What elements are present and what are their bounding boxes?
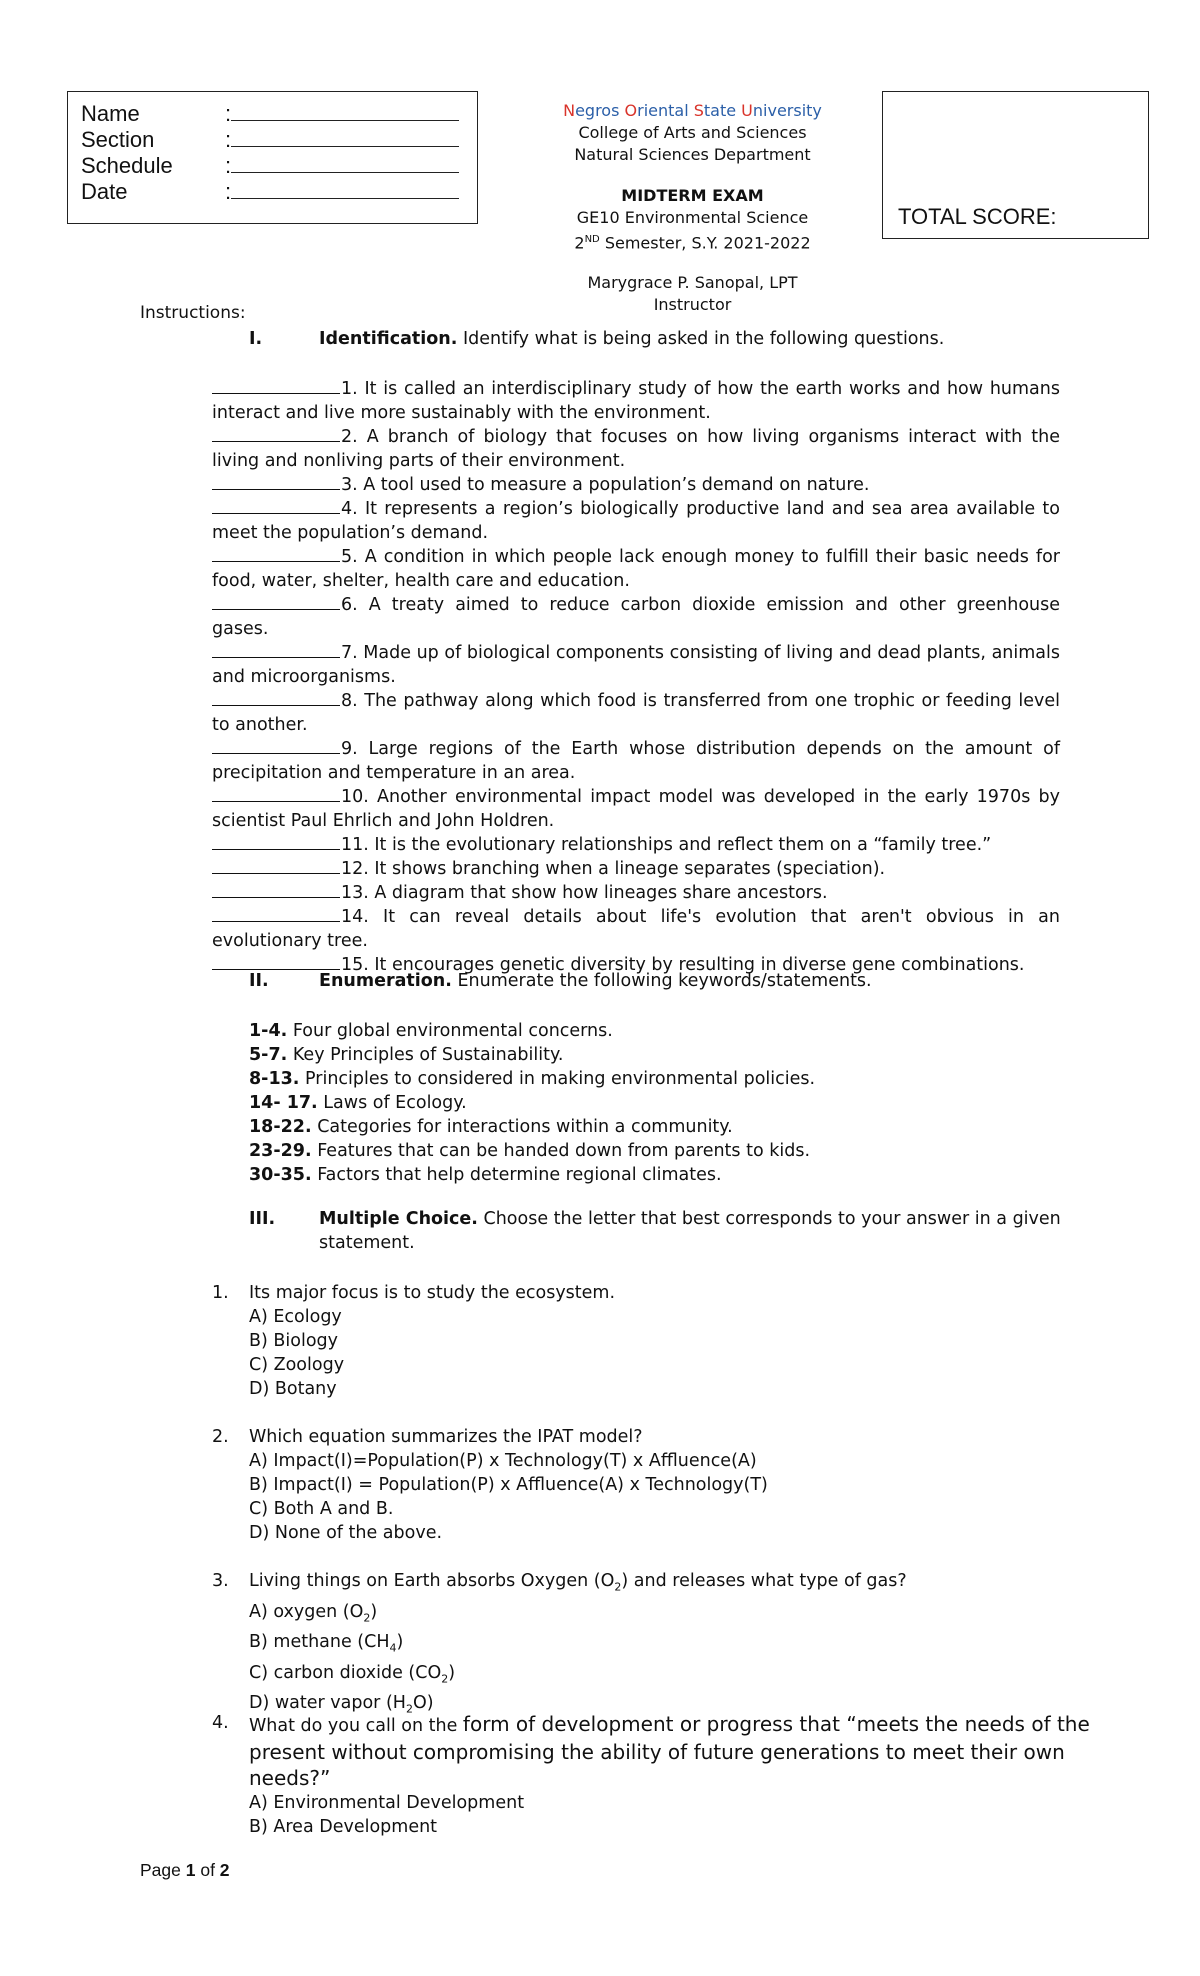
opt-text: ) xyxy=(370,1601,378,1622)
enumeration-item xyxy=(249,1043,815,1067)
name-row xyxy=(81,101,459,127)
answer-blank[interactable] xyxy=(212,641,340,658)
semester-rest: Semester, S.Y. 2021-2022 xyxy=(599,233,811,253)
enum-number: 1-4. xyxy=(249,1021,288,1041)
schedule-colon: : xyxy=(225,153,232,178)
enum-number: 18-22. xyxy=(249,1117,312,1137)
identification-item xyxy=(212,785,1060,833)
question-text xyxy=(249,1711,1090,1739)
section-colon: : xyxy=(225,127,232,152)
section-3-text xyxy=(319,1209,1061,1229)
page-footer xyxy=(140,1860,230,1881)
option-c[interactable]: C) Both A and B. xyxy=(249,1499,394,1519)
answer-blank[interactable] xyxy=(212,473,340,490)
item-text: 14. It can reveal details about life's evolution that aren't obvious in an evolutionary tree. xyxy=(212,907,1060,951)
option-c[interactable]: C) Zoology xyxy=(249,1355,345,1375)
section-1-text xyxy=(319,329,944,349)
enum-number: 14- 17. xyxy=(249,1093,318,1113)
q4-line3: needs?” xyxy=(249,1766,331,1790)
identification-item xyxy=(212,905,1060,953)
enum-number: 5-7. xyxy=(249,1045,288,1065)
answer-blank[interactable] xyxy=(212,497,340,514)
department-name: Natural Sciences Department xyxy=(574,145,811,164)
question-number: 3. xyxy=(212,1571,229,1591)
identification-item xyxy=(212,545,1060,593)
university-letters xyxy=(563,101,822,120)
option-d[interactable]: D) None of the above. xyxy=(249,1523,443,1543)
semester xyxy=(530,229,855,254)
instructions-label: Instructions: xyxy=(140,303,246,323)
q4-line1: form of development or progress that “meets the needs of the xyxy=(462,1712,1090,1736)
question-text xyxy=(249,1569,907,1600)
identification-item xyxy=(212,473,1060,497)
item-text: 4. It represents a region’s biologically productive land and sea area available to meet the population’s demand. xyxy=(212,499,1060,543)
page-number: 1 xyxy=(185,1860,196,1880)
university-letter-group: S xyxy=(693,101,704,120)
question-body xyxy=(249,1569,907,1722)
section-label: Section xyxy=(81,127,155,152)
item-text: 8. The pathway along which food is transferred from one trophic or feeding level to another. xyxy=(212,691,1060,735)
opt-sub: 2 xyxy=(405,1702,413,1716)
item-text: 1. It is called an interdisciplinary study of how the earth works and how humans interact and live more sustainably with the environment. xyxy=(212,379,1060,423)
section-3-heading xyxy=(249,1209,1061,1257)
answer-blank[interactable] xyxy=(212,857,340,874)
exam-title: MIDTERM EXAM xyxy=(621,186,764,205)
opt-text: D) water vapor (H xyxy=(249,1693,406,1713)
identification-item xyxy=(212,833,1060,857)
section-3-desc: Choose the letter that best corresponds to your answer in a given xyxy=(477,1209,1061,1229)
enumeration-item xyxy=(249,1019,815,1043)
schedule-label: Schedule xyxy=(81,153,173,178)
instructor-title: Instructor xyxy=(653,295,732,314)
section-3-number: III. xyxy=(249,1209,276,1229)
q4-lead: What do you call on the xyxy=(249,1716,463,1736)
q4-line2: present without compromising the ability of future generations to meet their own xyxy=(249,1740,1065,1764)
answer-blank[interactable] xyxy=(212,785,340,802)
enum-text: Categories for interactions within a community. xyxy=(311,1117,733,1137)
opt-text: A) oxygen (O xyxy=(249,1601,364,1622)
university-name xyxy=(530,100,855,122)
item-text: 12. It shows branching when a lineage separates (speciation). xyxy=(341,859,886,879)
identification-item xyxy=(212,881,1060,905)
footer-mid: of xyxy=(195,1860,220,1880)
answer-blank[interactable] xyxy=(212,593,340,610)
section-2-title: Enumeration. xyxy=(319,971,452,991)
date-label: Date xyxy=(81,179,128,204)
item-text: 13. A diagram that show how lineages share ancestors. xyxy=(341,883,828,903)
identification-item xyxy=(212,377,1060,425)
identification-list xyxy=(212,377,1060,977)
university-letter-group: U xyxy=(741,101,753,120)
mc-question-3 xyxy=(212,1569,1062,1716)
question-text: Its major focus is to study the ecosystem. xyxy=(249,1283,616,1303)
answer-blank[interactable] xyxy=(212,545,340,562)
identification-item xyxy=(212,737,1060,785)
item-text: 11. It is the evolutionary relationships and reflect them on a “family tree.” xyxy=(341,835,992,855)
student-info-box xyxy=(67,91,478,224)
opt-sub: 4 xyxy=(389,1641,397,1655)
opt-sub: 2 xyxy=(363,1611,371,1624)
enum-number: 8-13. xyxy=(249,1069,300,1089)
mc-question-2 xyxy=(212,1425,1062,1543)
answer-blank[interactable] xyxy=(212,377,340,394)
section-1-number: I. xyxy=(249,329,263,349)
enum-text: Principles to considered in making environmental policies. xyxy=(299,1069,816,1089)
semester-number: 2 xyxy=(574,233,585,253)
enum-text: Factors that help determine regional climates. xyxy=(311,1165,722,1185)
date-row xyxy=(81,179,459,205)
instructor-name: Marygrace P. Sanopal, LPT xyxy=(587,273,798,292)
option-b[interactable]: B) Area Development xyxy=(249,1817,438,1837)
option-a[interactable] xyxy=(249,1600,907,1631)
answer-blank[interactable] xyxy=(212,833,340,850)
mc-question-1 xyxy=(212,1281,1062,1399)
enumeration-list xyxy=(249,1019,815,1187)
opt-text: ) xyxy=(396,1632,404,1652)
item-text: 2. A branch of biology that focuses on how living organisms interact with the living and nonliving parts of their environment. xyxy=(212,427,1060,471)
opt-text: C) carbon dioxide (CO xyxy=(249,1662,442,1683)
section-1-heading xyxy=(249,329,1049,353)
option-c[interactable] xyxy=(249,1661,907,1692)
enum-number: 23-29. xyxy=(249,1141,312,1161)
university-letter-group: O xyxy=(624,101,638,120)
option-b[interactable]: B) Impact(I) = Population(P) x Affluence(A) x Technology(T) xyxy=(249,1475,768,1495)
enum-text: Features that can be handed down from parents to kids. xyxy=(311,1141,811,1161)
enumeration-item xyxy=(249,1139,815,1163)
item-text: 10. Another environmental impact model was developed in the early 1970s by scientist Paul Ehrlich and John Holdren. xyxy=(212,787,1060,831)
name-label: Name xyxy=(81,101,140,126)
college-name: College of Arts and Sciences xyxy=(578,123,807,142)
opt-text: B) methane (CH xyxy=(249,1632,390,1652)
schedule-row xyxy=(81,153,459,179)
option-a[interactable]: A) Ecology xyxy=(249,1307,342,1327)
item-text: 7. Made up of biological components consisting of living and dead plants, animals and microorganisms. xyxy=(212,643,1060,687)
enumeration-item xyxy=(249,1115,815,1139)
item-text: 6. A treaty aimed to reduce carbon dioxide emission and other greenhouse gases. xyxy=(212,595,1060,639)
item-text: 5. A condition in which people lack enough money to fulfill their basic needs for food, water, shelter, health care and education. xyxy=(212,547,1060,591)
section-2-desc: Enumerate the following keywords/statements. xyxy=(451,971,872,991)
university-letter-group: egros xyxy=(575,101,625,120)
answer-blank[interactable] xyxy=(212,881,340,898)
university-letter-group: niversity xyxy=(752,101,822,120)
section-2-heading xyxy=(249,971,1049,995)
q3-text-b: ) and releases what type of gas? xyxy=(621,1571,907,1591)
section-1-title: Identification. xyxy=(319,329,458,349)
section-2-text xyxy=(319,971,872,991)
schedule-line[interactable] xyxy=(231,154,459,173)
question-number: 4. xyxy=(212,1713,229,1733)
section-3-title: Multiple Choice. xyxy=(319,1209,478,1229)
identification-item xyxy=(212,593,1060,641)
section-3-desc-cont: statement. xyxy=(319,1233,415,1253)
enum-text: Key Principles of Sustainability. xyxy=(287,1045,564,1065)
date-colon: : xyxy=(225,179,232,204)
section-row xyxy=(81,127,459,153)
answer-blank[interactable] xyxy=(212,689,340,706)
university-letter-group: riental xyxy=(637,101,694,120)
section-2-number: II. xyxy=(249,971,269,991)
item-text: 9. Large regions of the Earth whose distribution depends on the amount of precipitation and temperature in an area. xyxy=(212,739,1060,783)
enumeration-item xyxy=(249,1091,815,1115)
opt-text: ) xyxy=(448,1662,456,1683)
answer-blank[interactable] xyxy=(212,953,340,970)
option-d[interactable]: D) Botany xyxy=(249,1379,337,1399)
identification-item xyxy=(212,641,1060,689)
identification-item xyxy=(212,857,1060,881)
university-letter-group: N xyxy=(563,101,576,120)
enum-text: Four global environmental concerns. xyxy=(287,1021,613,1041)
enum-number: 30-35. xyxy=(249,1165,312,1185)
option-a[interactable]: A) Environmental Development xyxy=(249,1793,525,1813)
page-total: 2 xyxy=(219,1860,230,1880)
enumeration-item xyxy=(249,1067,815,1091)
question-body xyxy=(249,1281,615,1401)
option-b[interactable] xyxy=(249,1630,907,1661)
option-a[interactable]: A) Impact(I)=Population(P) x Technology(T) x Affluence(A) xyxy=(249,1451,757,1471)
section-1-desc: Identify what is being asked in the following questions. xyxy=(457,329,945,349)
identification-item xyxy=(212,497,1060,545)
option-b[interactable]: B) Biology xyxy=(249,1331,339,1351)
total-score-label: TOTAL SCORE: xyxy=(898,204,1057,229)
question-body xyxy=(249,1425,768,1545)
answer-blank[interactable] xyxy=(212,905,340,922)
total-score-box xyxy=(882,91,1149,239)
footer-prefix: Page xyxy=(140,1860,186,1880)
course-name: GE10 Environmental Science xyxy=(576,208,809,227)
answer-blank[interactable] xyxy=(212,425,340,442)
item-text: 3. A tool used to measure a population’s demand on nature. xyxy=(341,475,870,495)
question-body xyxy=(249,1711,1090,1839)
opt-sub: 2 xyxy=(441,1672,449,1685)
question-number: 2. xyxy=(212,1427,229,1447)
opt-text: O) xyxy=(412,1693,434,1713)
university-letter-group: tate xyxy=(703,101,742,120)
question-text: Which equation summarizes the IPAT model? xyxy=(249,1427,643,1447)
semester-sup: ND xyxy=(584,234,600,245)
name-line[interactable] xyxy=(231,102,459,121)
answer-blank[interactable] xyxy=(212,737,340,754)
date-line[interactable] xyxy=(231,180,459,199)
item-text: 15. It encourages genetic diversity by resulting in diverse gene combinations. xyxy=(341,955,1025,975)
identification-item xyxy=(212,425,1060,473)
q3-sub: 2 xyxy=(614,1580,622,1594)
enum-text: Laws of Ecology. xyxy=(317,1093,467,1113)
name-colon: : xyxy=(225,101,232,126)
enumeration-item xyxy=(249,1163,815,1187)
identification-item xyxy=(212,689,1060,737)
section-line[interactable] xyxy=(231,128,459,147)
question-number: 1. xyxy=(212,1283,229,1303)
mc-question-4 xyxy=(212,1711,1090,1846)
q3-text-a: Living things on Earth absorbs Oxygen (O xyxy=(249,1571,615,1591)
